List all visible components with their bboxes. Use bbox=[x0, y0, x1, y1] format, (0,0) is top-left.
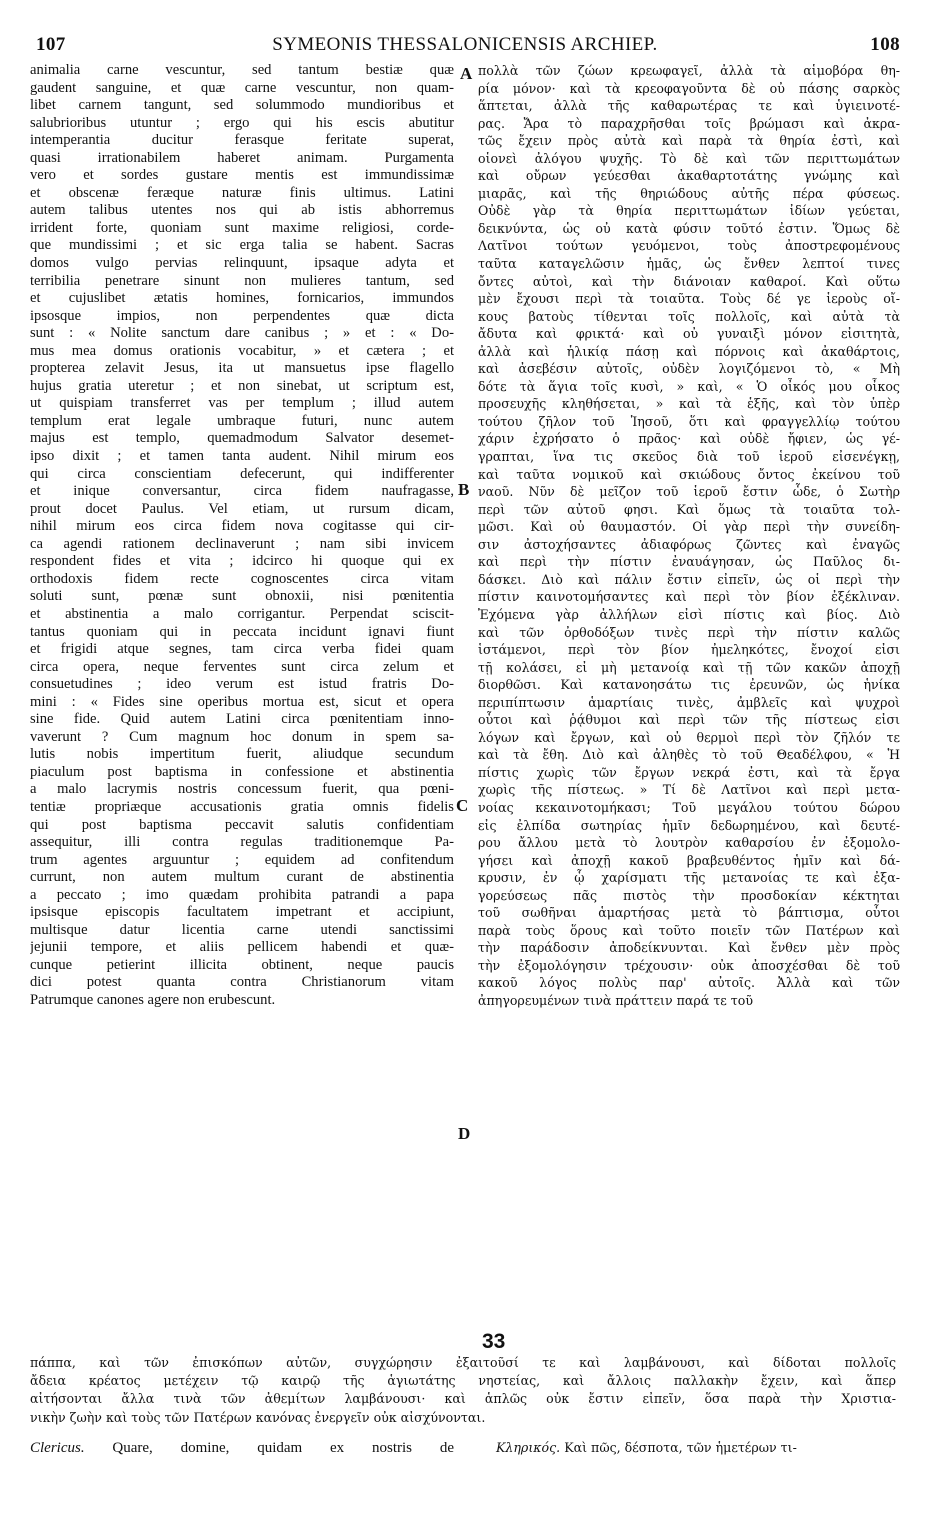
greek-line: καὶ περὶ τὴν πίστιν ἐναυάγησαν, ὡς Παῦλος δι- bbox=[478, 554, 900, 570]
greek-line: πολλὰ τῶν ζώων κρεωφαγεῖ, ἀλλὰ τὰ αἱμοβόρα θη- bbox=[478, 63, 900, 78]
greek-line: χάριν ἐχρήσατο ὁ πρᾶος· καὶ οὐδὲ ἤφιεν, ὡς γέ- bbox=[478, 431, 900, 447]
latin-line: sunt : « Nolite sanctum dare canibus ; » et : « Do- bbox=[30, 325, 454, 342]
latin-line: piaculum post baptisma in confessione et abstinentia bbox=[30, 763, 454, 780]
greek-footer-line bbox=[496, 1440, 900, 1455]
latin-line: sine fide. Quid autem Latini circa pœnitentiam inno- bbox=[30, 711, 454, 728]
latin-line: circa opera, neque ferventes sunt circa zelum et bbox=[30, 658, 454, 675]
latin-line: nihil mirum eos circa fidem nova cogitasse qui cir- bbox=[30, 518, 454, 535]
latin-line: ca agendi rationem declinaverunt ; nam sibi invicem bbox=[30, 535, 454, 552]
latin-line: ut quispiam transferret vas per templum ; illud autem bbox=[30, 395, 454, 412]
greek-line: τούτου ζῆλον τοῦ Ἰησοῦ, ὅτι καὶ φραγγελλίῳ τούτου bbox=[478, 413, 900, 429]
latin-line: orthodoxis fidem recte cognoscentes circa vitam bbox=[30, 570, 454, 587]
greek-line: ἄδυτα καὶ φρικτά· καὶ οὐ γυναιξὶ μόνον εἰσιτητὰ, bbox=[478, 326, 900, 342]
page bbox=[30, 34, 900, 1524]
greek-bottom-line: πάππα, καὶ τῶν ἐπισκόπων αὐτῶν, συγχώρησιν ἐξαιτοῦσί τε καὶ λαμβάνουσι, καὶ δίδοται πολλοῖς bbox=[30, 1355, 896, 1370]
greek-line: ἀλλὰ καὶ ἡλικίᾳ πάσῃ καὶ πόρνοις καὶ ἀκαθάρτοις, bbox=[478, 343, 900, 359]
greek-line: λόγων καὶ ἔργων, καὶ οὐ θερμοὶ περὶ τὸν ζῆλόν τε bbox=[478, 729, 900, 745]
latin-line: vaverunt ? Cum magnum hoc donum in spem sa- bbox=[30, 728, 454, 745]
latin-line: consuetudines ; ideo verum est istud fratris Do- bbox=[30, 676, 454, 693]
left-page-number: 107 bbox=[36, 34, 66, 55]
greek-line: μὲν ἔχουσι περὶ τὰ τοιαῦτα. Τοὺς δέ γε ἱεροὺς οἴ- bbox=[478, 291, 900, 307]
right-page-number: 108 bbox=[870, 34, 900, 55]
running-header bbox=[30, 34, 900, 60]
latin-line: assequitur, illi contra regulas traditionemque Pa- bbox=[30, 834, 454, 851]
clericus-text: Quare, domine, quidam ex nostris de bbox=[84, 1440, 454, 1456]
clericus-speaker: Clericus. bbox=[30, 1440, 85, 1456]
latin-line: respondent fides et vita ; idcirco hi quoque qui ex bbox=[30, 553, 454, 570]
latin-line: ipsosque impios, non perpendentes quæ dicta bbox=[30, 307, 454, 324]
greek-line: καὶ ταῦτα νομικοῦ καὶ σκιώδους ὄντος ἐκείνου τοῦ bbox=[478, 466, 900, 482]
greek-bottom-line: αἰτήσονται ἄλλα τινὰ τῶν ἀθεμίτων λαμβάνουσι· καὶ ἁπλῶς οὐκ ἔστιν εἰπεῖν, ὅσα παρὰ τὴν Χριστια- bbox=[30, 1391, 896, 1407]
greek-line: ρία μόνον· καὶ τὰ κρεοφαγοῦντα δὲ οὐ πάσης σαρκὸς bbox=[478, 80, 900, 96]
signature-number: 33 bbox=[482, 1330, 506, 1353]
latin-line: animalia carne vescuntur, sed tantum bestiæ quæ bbox=[30, 62, 454, 78]
greek-line: ἀπηγορευμένων τινὰ πράττειν παρά τε τοῦ bbox=[478, 992, 754, 1008]
greek-line: καὶ ἀσεβέσιν αὐτοῖς, οὐδὲν λογιζόμενοι τὸ, « Μὴ bbox=[478, 361, 900, 377]
latin-line: salubrioribus utuntur ; ergo qui his escis abutitur bbox=[30, 114, 454, 131]
greek-line: χωρὶς τῆς πίστεως. » Τί δὲ Λατῖνοι καὶ περὶ μετα- bbox=[478, 782, 900, 798]
greek-line: διορθῶσι. Καὶ κατανοησάτω τις ἐρευνῶν, ὡς ἡνίκα bbox=[478, 677, 900, 693]
greek-line: ὄντες αὐτοὶ, καὶ τὴν διάνοιαν καθαροί. Καὶ οὕτω bbox=[478, 273, 900, 289]
greek-line: τῇ κολάσει, εἰ μὴ μετανοίᾳ καὶ τῇ τῶν κακῶν ἀποχῇ bbox=[478, 659, 900, 675]
latin-line: ipsisque episcopis facultatem impetrant et accipiunt, bbox=[30, 904, 454, 921]
greek-line: τὴν παράδοσιν ἀποδείκνυνται. Καὶ ἔνθεν μὲν πρὸς bbox=[478, 940, 900, 956]
latin-line: cunque petierint illicita obtinent, neque paucis bbox=[30, 956, 454, 973]
latin-line: qui circa conscientiam defecerunt, qui indifferenter bbox=[30, 465, 454, 482]
latin-line: majus est templo, quemadmodum Salvator desemet- bbox=[30, 430, 454, 447]
latin-line: terribilia penetrare sinunt non mulieres tantum, sed bbox=[30, 272, 454, 289]
greek-line: καὶ οὔρων γεύεσθαι ἀκαθαρτοτάτης γνώμης καὶ bbox=[478, 168, 900, 184]
greek-line: γραπται, ἵνα τις σκεῦος διὰ τοῦ ἱεροῦ εἰσενέγκῃ, bbox=[478, 449, 900, 465]
greek-line: σιν ἀστοχήσαντες ἀδιαφόρως ζῶντες καὶ ἐναγῶς bbox=[478, 536, 900, 552]
latin-line: gaudent sanguine, et quæ carne vescuntur, non quam- bbox=[30, 79, 454, 96]
greek-line: ρας. Ἄρα τὸ παραχρῆσθαι τοῖς βρώμασι καὶ ἀκρα- bbox=[478, 115, 900, 131]
greek-line: γήσει καὶ ἀποχῇ κακοῦ βραβευθέντος ἡμῖν καὶ δά- bbox=[478, 852, 900, 868]
kleirikos-speaker: Κληρικός. bbox=[496, 1440, 561, 1455]
greek-line: περὶ τῶν αὐτοῦ φησι. Καὶ ὅμως τὰ τοιαῦτα τολ- bbox=[478, 501, 900, 517]
latin-line: que mundissimi ; et sic erga talia se habent. Sacras bbox=[30, 237, 454, 254]
section-marker-d: D bbox=[458, 1124, 471, 1143]
latin-line: tentiæ propriæque accusationis gratia omnis fidelis bbox=[30, 798, 454, 815]
greek-bottom-line: ἄδεια κρέατος μετέχειν τῷ καιρῷ τῆς ἁγιωτάτης νηστείας, καὶ ἄλλοις παλλακὴν ἔχειν, καὶ ἅπερ bbox=[30, 1373, 896, 1389]
latin-line: trum agentes arguuntur ; equidem ad confitendum bbox=[30, 851, 454, 868]
latin-line: irrident forte, quoniam sunt maxime religiosi, corde- bbox=[30, 219, 454, 236]
running-title: SYMEONIS THESSALONICENSIS ARCHIEP. bbox=[272, 34, 658, 55]
latin-line: et frigidi atque segnes, tam circa verba fidei quam bbox=[30, 641, 454, 658]
latin-line: libet carnem tangunt, sed solummodo mundioribus et bbox=[30, 97, 454, 114]
greek-line: οἱονεὶ ἀλόγου ψυχῆς. Τὸ δὲ καὶ τῶν περιττωμάτων bbox=[478, 150, 900, 166]
greek-continuation-block bbox=[30, 1354, 896, 1427]
greek-line: πίστιν καινοτομήσαντες καὶ περὶ τὸν βίον ἐξέκλιναν. bbox=[478, 589, 900, 605]
latin-column bbox=[30, 62, 454, 1010]
greek-line: ναοῦ. Νῦν δὲ μεῖζον τοῦ ἱεροῦ ἔστιν ὧδε, ὁ Σωτὴρ bbox=[478, 484, 900, 500]
greek-bottom-line: νικὴν ζωὴν καὶ τοὺς τῶν Πατέρων κανόνας ἐνεργεῖν οὐκ αἰσχύνονται. bbox=[30, 1409, 486, 1425]
greek-line: περιπίπτωσιν ἁμαρτίαις τινὲς, ἀμβλεῖς καὶ ψυχροὶ bbox=[478, 694, 900, 710]
greek-line: πίστις χωρὶς τῶν ἔργων νεκρά ἐστι, καὶ τὰ ἔργα bbox=[478, 764, 900, 780]
greek-line: προσευχῆς κληθήσεται, » καὶ τὰ ἑξῆς, καὶ τὸν ὑπὲρ bbox=[478, 396, 900, 412]
latin-line: soluti sunt, pœnæ sunt obnoxii, nisi pœnitentia bbox=[30, 588, 454, 605]
greek-line: ἅπτεται, ἀλλὰ τῆς καθαρωτέρας τε καὶ ὑγιεινοτέ- bbox=[478, 98, 900, 114]
latin-footer-line bbox=[30, 1440, 454, 1457]
latin-line: quasi irrationabilem haberet animam. Purgamenta bbox=[30, 149, 454, 166]
section-marker-a: A bbox=[460, 64, 473, 83]
greek-line: δάσκει. Διὸ καὶ πάλιν ἔστιν εἰπεῖν, ὡς οἱ περὶ τὴν bbox=[478, 571, 900, 587]
greek-line: ταῦτα καταγελῶσιν ἡμᾶς, ὡς ἔνθεν λεπτοί τινες bbox=[478, 256, 900, 272]
greek-line: ἱστάμενοι, περὶ τὸν βίον ἠμεληκότες, ἔνοχοί εἰσι bbox=[478, 642, 900, 658]
greek-line: τὴν ἐξομολόγησιν τρέχουσιν· οὐκ ἀποσχέσθαι δὲ τοῦ bbox=[478, 957, 900, 973]
latin-line: multisque datur licentia carne utendi sanctissimi bbox=[30, 921, 454, 938]
greek-line: παρὰ τοὺς ὅρους καὶ τοῦτο ποιεῖν τῶν Πατέρων καὶ bbox=[478, 922, 900, 938]
latin-line: et obscenæ feræque naturæ finis ultimus. Latini bbox=[30, 184, 454, 201]
greek-line: κους βατοὺς τίθενται τοῖς πολλοῖς, καὶ αὐτὰ τὰ bbox=[478, 308, 900, 324]
latin-line: templum erat legale umbraque futuri, nunc autem bbox=[30, 412, 454, 429]
kleirikos-text: Καὶ πῶς, δέσποτα, τῶν ἡμετέρων τι- bbox=[560, 1440, 797, 1455]
latin-line: et inique conversantur, circa fidem naufragasse, bbox=[30, 483, 454, 500]
greek-line: οὗτοι καὶ ῥᾴθυμοι καὶ περὶ τῶν τῆς πίστεως εἰσι bbox=[478, 712, 900, 728]
greek-line: γορεύσεως πᾶς πιστὸς τὴν προσδοκίαν κέκτηται bbox=[478, 887, 900, 903]
greek-line: εἰς ἐλπίδα σωτηρίας ἡμῖν δεδωρημένου, καὶ δευτέ- bbox=[478, 817, 900, 833]
latin-line: propterea zelavit Jesus, ita ut mansuetus ipse flagello bbox=[30, 360, 454, 377]
greek-line: καὶ τὰ ἔθη. Διὸ καὶ ἀληθὲς τὸ τοῦ Θεαδέλφου, « Ἡ bbox=[478, 747, 900, 763]
latin-line: hujus gratia uteretur ; et non sinebat, ut scriptum est, bbox=[30, 377, 454, 394]
greek-column bbox=[478, 62, 900, 1010]
latin-line: lutis nobis impertitum fuerit, aliudque secundum bbox=[30, 746, 454, 763]
latin-line: autem talibus utentes nos qui ab istis abhorremus bbox=[30, 202, 454, 219]
latin-line: et cujuslibet ætatis homines, fornicarios, immundos bbox=[30, 290, 454, 307]
greek-line: καὶ τῶν ὀρθοδόξων τινὲς περὶ τὴν πίστιν καλῶς bbox=[478, 624, 900, 640]
greek-line: κακοῦ λόγος πολὺς παρ' αὐτοῖς. Ἀλλὰ καὶ τῶν bbox=[478, 975, 900, 991]
greek-line: Οὐδὲ γὰρ τὰ θηρία περιττωμάτων ἰδίων γεύεται, bbox=[478, 203, 900, 219]
latin-line: a malo lacrymis nostris concessum fuerit, qua pœni- bbox=[30, 781, 454, 798]
greek-line: νοίας κεκαινοτομήκασι; Τοῦ μεγάλου τούτου δώρου bbox=[478, 799, 900, 815]
greek-line: μῶσι. Καὶ οὐ θαυμαστόν. Οἱ γὰρ περὶ τὴν συνείδη- bbox=[478, 519, 900, 535]
greek-line: τῶς ἔχειν πρὸς αὐτὰ καὶ παρὰ τὰ θηρία ἐστὶ, καὶ bbox=[478, 133, 900, 149]
greek-line: Ἐχόμενα γὰρ ἀλλήλων εἰσὶ πίστις καὶ βίος. Διὸ bbox=[478, 606, 900, 622]
latin-line: mini : « Fides sine operibus mortua est, sicut et opera bbox=[30, 693, 454, 710]
greek-line: ρου ἄλλου μετὰ τὸ λουτρὸν καθαρσίου ἐν ἐξομολο- bbox=[478, 835, 900, 851]
latin-line: mus mea domus orationis vocabitur, » et cætera ; et bbox=[30, 342, 454, 359]
greek-line: κρυσιν, ἐν ᾧ χαρίσματι τῆς μετανοίας τε καὶ ἐξα- bbox=[478, 870, 900, 886]
latin-line: currunt, non autem multum curant de abstinentia bbox=[30, 869, 454, 886]
greek-line: μιαρᾶς, καὶ τῆς θηριώδους αὐτῆς πέρα φύσεως. bbox=[478, 185, 900, 201]
latin-line: et abstinentia a malo corrigantur. Perpendat sciscit- bbox=[30, 605, 454, 622]
latin-line: dici potest quanta contra Christianorum vitam bbox=[30, 974, 454, 991]
greek-line: τοῦ σωθῆναι ἁμαρτήσας μετὰ τὸ βάπτισμα, οὗτοι bbox=[478, 905, 900, 921]
section-marker-c: C bbox=[456, 796, 469, 815]
latin-line: a peccato ; imo quædam prohibita patrandi a papa bbox=[30, 886, 454, 903]
greek-line: δεικνύντα, ὡς οὐ κατὰ φύσιν τοῦτό ἐστιν. Ὅμως δὲ bbox=[478, 220, 900, 236]
latin-line: tantus quoniam qui in peccata incidunt ignavi fiunt bbox=[30, 623, 454, 640]
latin-line: jejunii tempore, et aliis pellicem habendi et quæ- bbox=[30, 939, 454, 956]
latin-line: intemperantia ducitur ferasque feritate superat, bbox=[30, 132, 454, 149]
latin-line: vero et sordes gustare mentis est immundissimæ bbox=[30, 167, 454, 184]
latin-line: ipso dixit ; et tamen tanta audent. Nihil mirum eos bbox=[30, 448, 454, 465]
latin-line: Patrumque canones agere non erubescunt. bbox=[30, 991, 276, 1008]
section-marker-b: B bbox=[458, 480, 470, 499]
greek-line: δότε τὰ ἅγια τοῖς κυσὶ, » καὶ, « Ὁ οἶκός μου οἶκος bbox=[478, 378, 900, 394]
greek-line: Λατῖνοι τούτων γευόμενοι, τοὺς ἀποστρεφομένους bbox=[478, 238, 900, 254]
latin-line: prout docet Paulus. Vel etiam, ut rursum dicam, bbox=[30, 500, 454, 517]
latin-line: qui post baptisma peccavit salutis confidentiam bbox=[30, 816, 454, 833]
latin-line: domos vulgo pervias relinquunt, ipsaque adyta et bbox=[30, 255, 454, 272]
